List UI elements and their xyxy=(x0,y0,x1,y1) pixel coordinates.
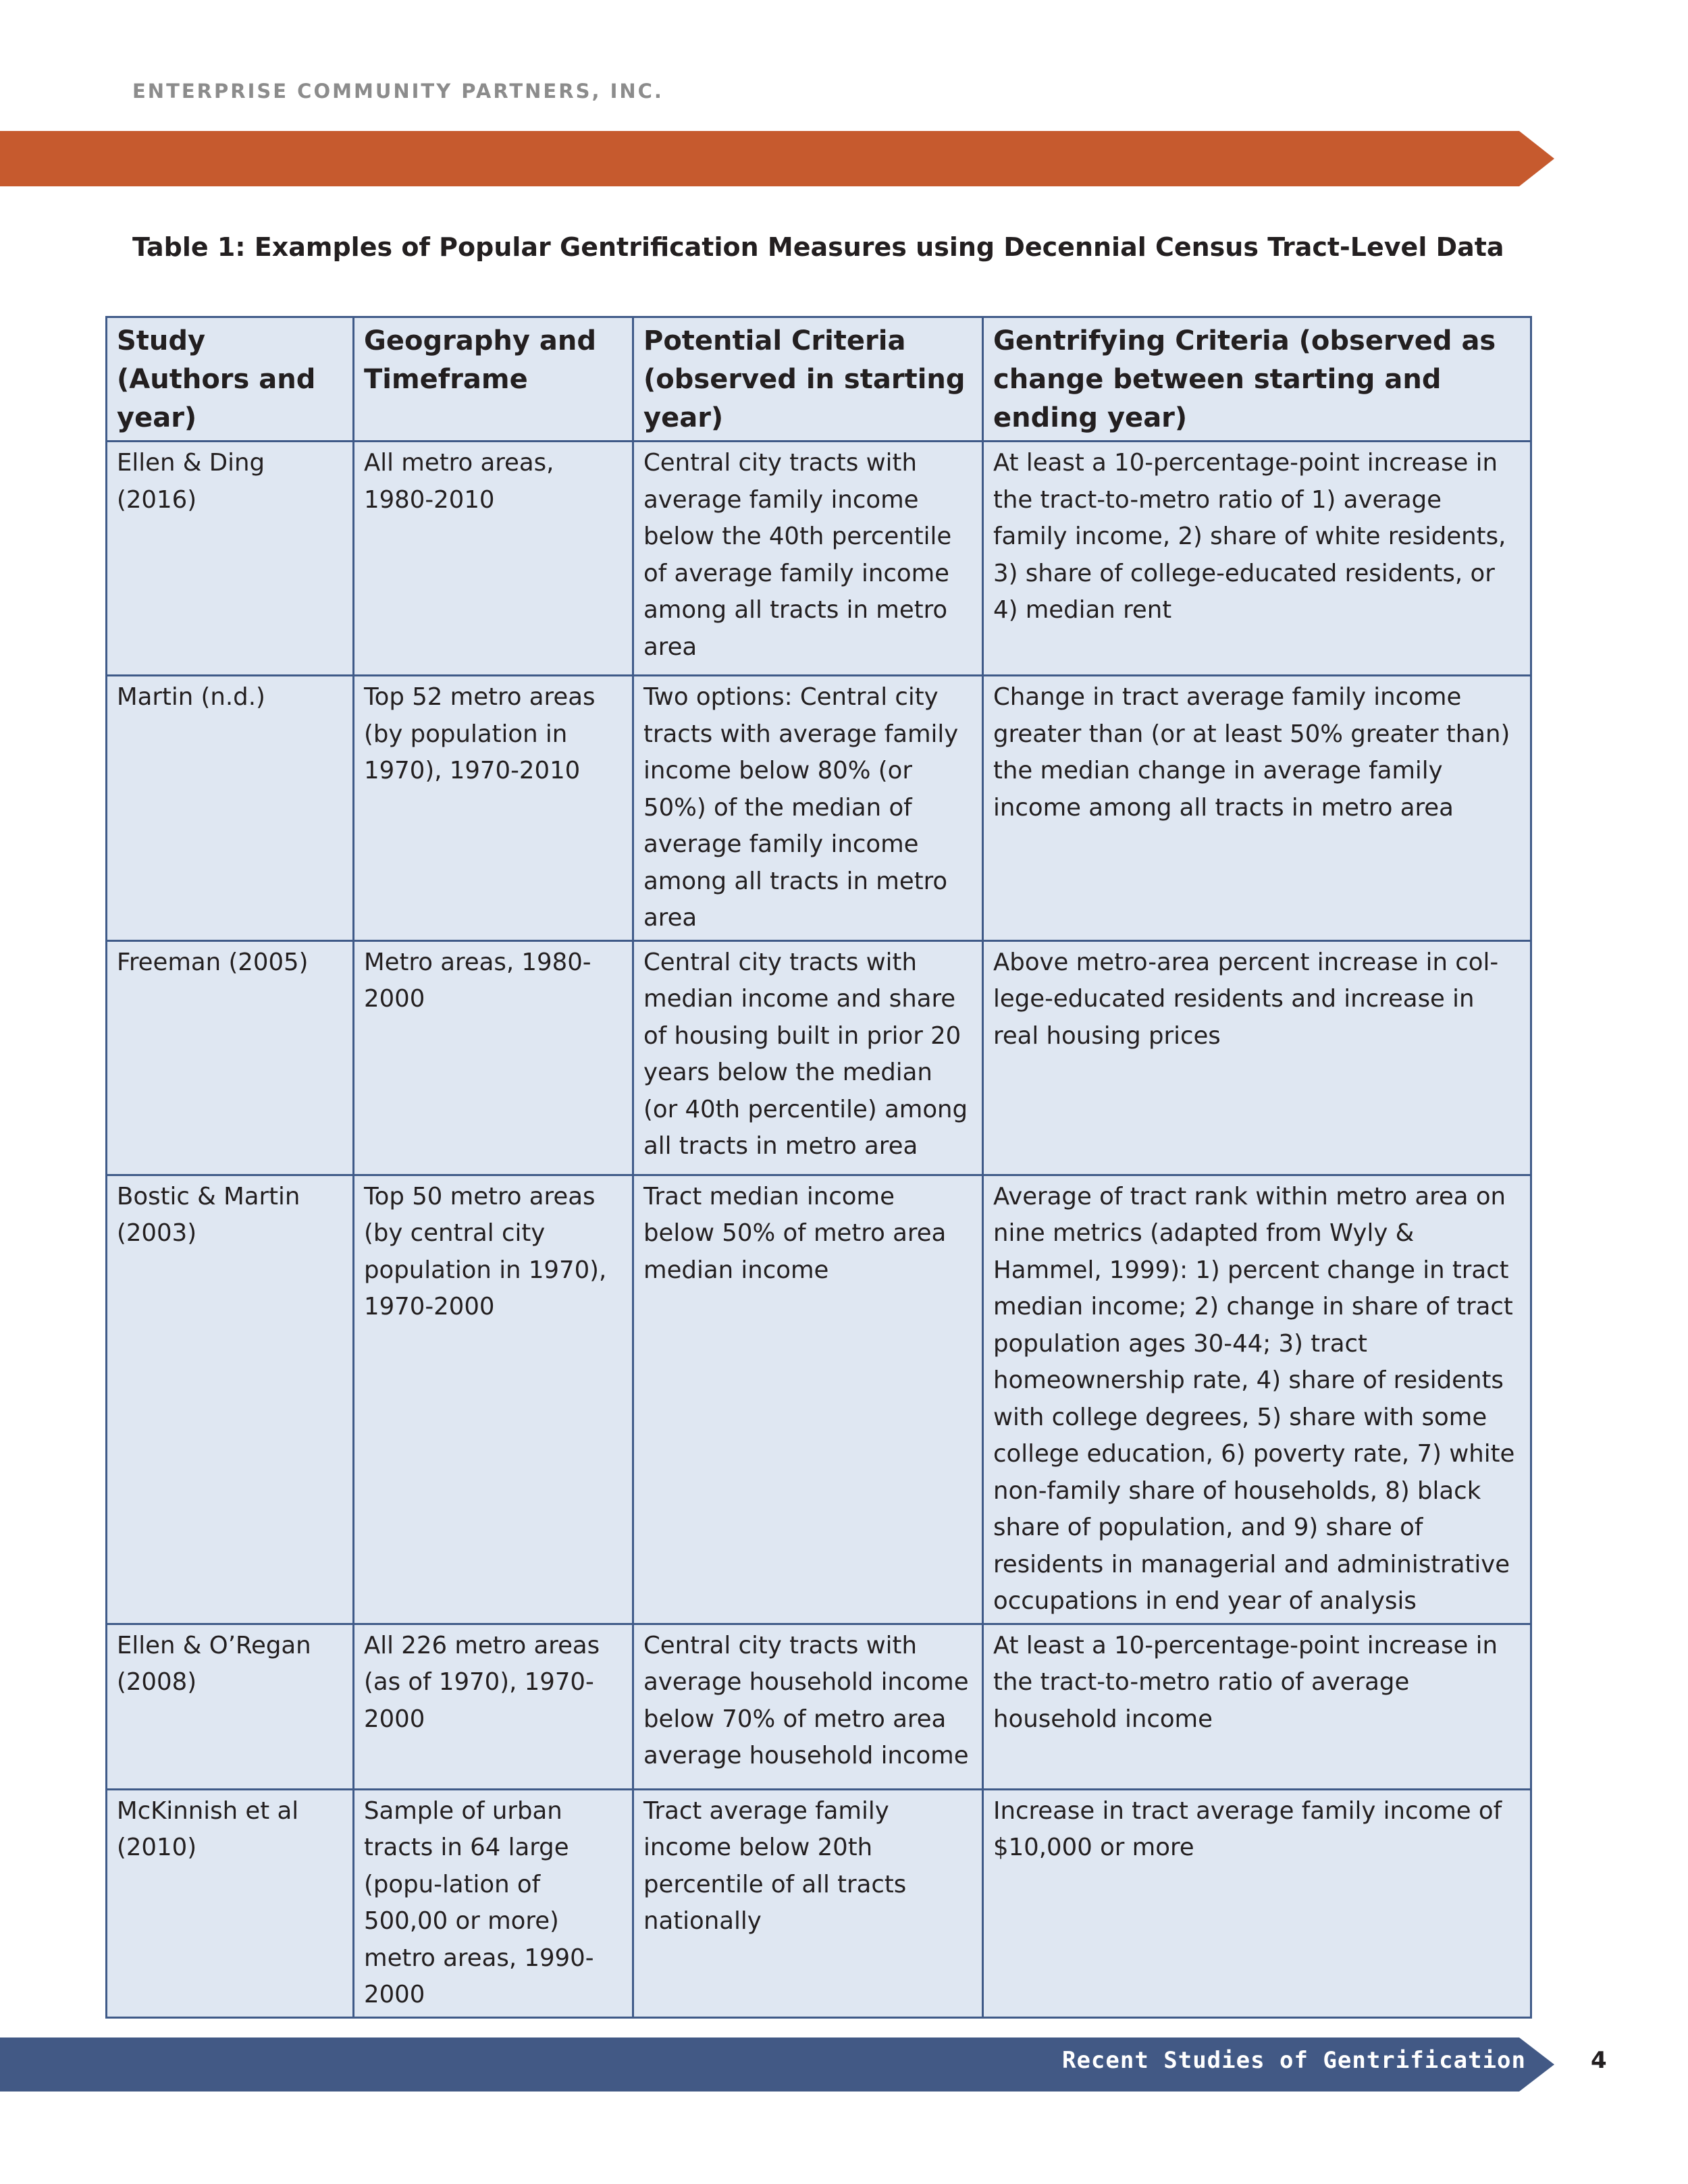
potential-criteria-cell: Central city tracts with median income and share of housing built in prior 20 years below the median (or 40th percentile) among all tracts in metro area xyxy=(633,940,983,1175)
column-header-geography: Geography and Timeframe xyxy=(354,317,633,442)
gentrifying-criteria-cell: At least a 10-percentage-point increase in the tract-to-metro ratio of 1) average family income, 2) share of white residents, 3) share of college-educated residents, or 4) median rent xyxy=(983,442,1531,676)
study-cell: Bostic & Martin (2003) xyxy=(107,1175,354,1624)
table-header-row xyxy=(107,317,1531,442)
potential-criteria-cell: Tract average family income below 20th percentile of all tracts nationally xyxy=(633,1789,983,2017)
column-header-study: Study (Authors and year) xyxy=(107,317,354,442)
geography-cell: Sample of urban tracts in 64 large (popu-lation of 500,00 or more) metro areas, 1990-2000 xyxy=(354,1789,633,2017)
study-cell: Ellen & O’Regan (2008) xyxy=(107,1624,354,1789)
column-header-potential: Potential Criteria (observed in starting year) xyxy=(633,317,983,442)
geography-cell: All 226 metro areas (as of 1970), 1970-2000 xyxy=(354,1624,633,1789)
geography-cell: Top 52 metro areas (by population in 1970), 1970-2010 xyxy=(354,676,633,941)
potential-criteria-cell: Central city tracts with average family income below the 40th percentile of average family income among all tracts in metro area xyxy=(633,442,983,676)
org-header: ENTERPRISE COMMUNITY PARTNERS, INC. xyxy=(132,80,664,103)
table-title: Table 1: Examples of Popular Gentrification Measures using Decennial Census Tract-Level Data xyxy=(132,232,1504,262)
study-cell: Martin (n.d.) xyxy=(107,676,354,941)
gentrifying-criteria-cell: Increase in tract average family income of $10,000 or more xyxy=(983,1789,1531,2017)
gentrifying-criteria-cell: Change in tract average family income greater than (or at least 50% greater than) the median change in average family income among all tracts in metro area xyxy=(983,676,1531,941)
table-row xyxy=(107,1624,1531,1789)
table-row xyxy=(107,940,1531,1175)
table-row xyxy=(107,1175,1531,1624)
potential-criteria-cell: Two options: Central city tracts with average family income below 80% (or 50%) of the median of average family income among all tracts in metro area xyxy=(633,676,983,941)
potential-criteria-cell: Tract median income below 50% of metro area median income xyxy=(633,1175,983,1624)
table-row xyxy=(107,676,1531,941)
gentrifying-criteria-cell: At least a 10-percentage-point increase in the tract-to-metro ratio of average household income xyxy=(983,1624,1531,1789)
potential-criteria-cell: Central city tracts with average household income below 70% of metro area average household income xyxy=(633,1624,983,1789)
study-cell: Ellen & Ding (2016) xyxy=(107,442,354,676)
study-cell: McKinnish et al (2010) xyxy=(107,1789,354,2017)
table-row xyxy=(107,442,1531,676)
page-number: 4 xyxy=(1591,2047,1607,2074)
gentrifying-criteria-cell: Above metro-area percent increase in col-lege-educated residents and increase in real housing prices xyxy=(983,940,1531,1175)
study-cell: Freeman (2005) xyxy=(107,940,354,1175)
top-banner-arrow xyxy=(0,131,1554,186)
geography-cell: All metro areas, 1980-2010 xyxy=(354,442,633,676)
geography-cell: Top 50 metro areas (by central city population in 1970), 1970-2000 xyxy=(354,1175,633,1624)
gentrifying-criteria-cell: Average of tract rank within metro area on nine metrics (adapted from Wyly & Hammel, 1999): 1) percent change in tract median income; 2) change in share of tract population ages 30-44; 3) tract homeownership rate, 4) share of residents with college degrees, 5) share with some college education, 6) poverty rate, 7) white non-family share of households, 8) black share of population, and 9) share of residents in managerial and administrative occupations in end year of analysis xyxy=(983,1175,1531,1624)
footer-section-label: Recent Studies of Gentrification xyxy=(1061,2047,1526,2074)
table-row xyxy=(107,1789,1531,2017)
column-header-gentrifying: Gentrifying Criteria (observed as change between starting and ending year) xyxy=(983,317,1531,442)
gentrification-measures-table xyxy=(105,316,1532,2019)
geography-cell: Metro areas, 1980-2000 xyxy=(354,940,633,1175)
